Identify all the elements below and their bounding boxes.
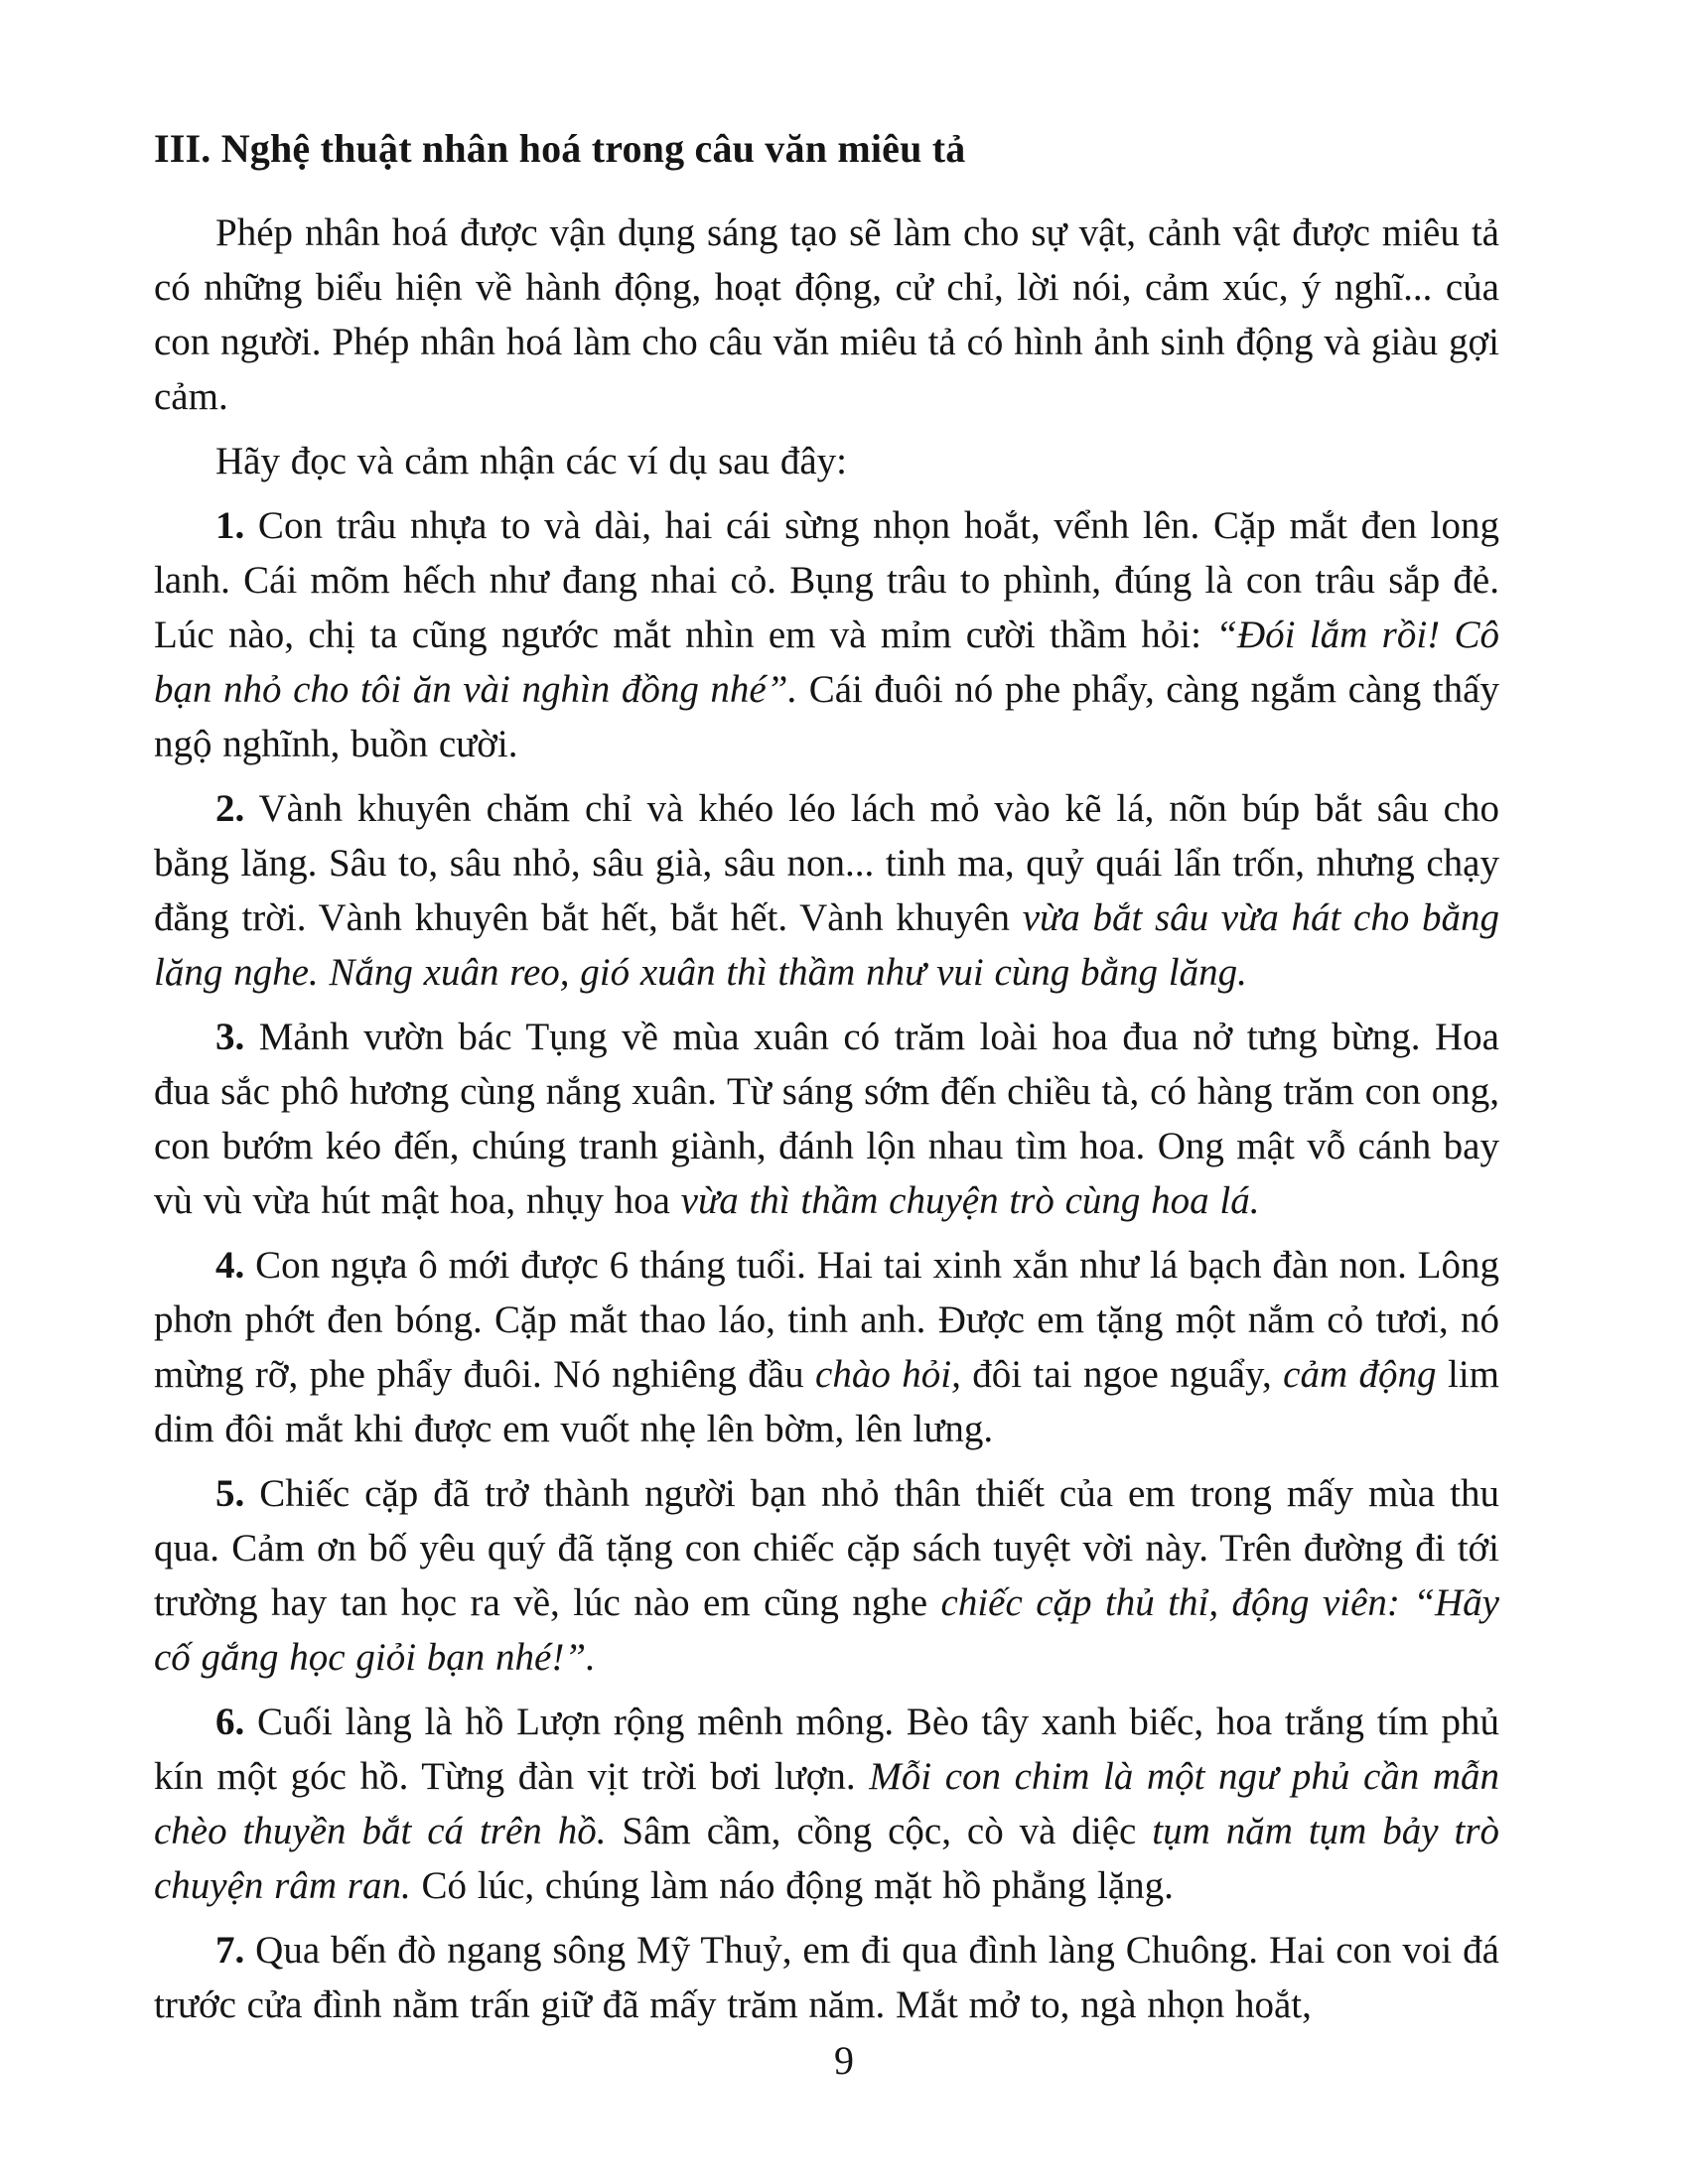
page-number: 9 (834, 2038, 854, 2083)
text-run: tụm năm tụm bảy trò chuyện râm ran. (154, 1810, 1500, 1907)
example-number: 3. (215, 1016, 245, 1058)
text-run: Chiếc cặp đã trở thành người bạn nhỏ thân thiết của em trong mấy mùa thu qua. Cảm ơn bố yêu quý đã tặng con chiếc cặp sách tuyệt vời này. Trên đường đi tới trường hay tan học ra về, lúc nào em cũng nghe (154, 1472, 1499, 1624)
paragraph-example-4 (154, 1238, 1499, 1456)
paragraph-lead-in (154, 434, 1499, 488)
text-run: Vành khuyên chăm chỉ và khéo léo lách mỏ vào kẽ lá, nõn búp bắt sâu cho bằng lăng. Sâu to, sâu nhỏ, sâu già, sâu non... tinh ma, quỷ quái lẩn trốn, nhưng chạy đằng trời. Vành khuyên bắt hết, bắt hết. Vành khuyên (154, 787, 1499, 939)
paragraph-example-3 (154, 1010, 1499, 1228)
text-run: Cái đuôi nó phe phẩy, càng ngắm càng thấy ngộ nghĩnh, buồn cười. (154, 668, 1499, 765)
text-run: Mỗi con chim là một ngư phủ cần mẫn chèo thuyền bắt cá trên hồ. (154, 1755, 1500, 1852)
text-run: Con trâu nhựa to và dài, hai cái sừng nhọn hoắt, vểnh lên. Cặp mắt đen long lanh. Cái mõm hếch như đang nhai cỏ. Bụng trâu to phình, đúng là con trâu sắp đẻ. Lúc nào, chị ta cũng ngước mắt nhìn em và mỉm cười thầm hỏi: (154, 504, 1499, 656)
paragraph-example-6 (154, 1695, 1499, 1913)
text-run: Cuối làng là hồ Lượn rộng mênh mông. Bèo tây xanh biếc, hoa trắng tím phủ kín một góc hồ. Từng đàn vịt trời bơi lượn. (154, 1701, 1499, 1798)
example-number: 1. (215, 504, 245, 547)
text-run: chào hỏi, (815, 1353, 961, 1396)
text-body (154, 205, 1499, 2032)
section-heading: III. Nghệ thuật nhân hoá trong câu văn miêu tả (154, 126, 966, 171)
text-run: vừa thì thầm chuyện trò cùng hoa lá. (680, 1179, 1260, 1222)
paragraph-example-7 (154, 1923, 1499, 2032)
paragraph-example-1 (154, 498, 1499, 771)
text-run: Phép nhân hoá được vận dụng sáng tạo sẽ làm cho sự vật, cảnh vật được miêu tả có những biểu hiện về hành động, hoạt động, cử chỉ, lời nói, cảm xúc, ý nghĩ... của con người. Phép nhân hoá làm cho câu văn miêu tả có hình ảnh sinh động và giàu gợi cảm. (154, 211, 1499, 418)
paragraph-example-5 (154, 1466, 1499, 1685)
example-number: 4. (215, 1244, 245, 1287)
text-run: Có lúc, chúng làm náo động mặt hồ phẳng lặng. (410, 1864, 1174, 1907)
text-run: vừa bắt sâu vừa hát cho bằng lăng nghe. Nắng xuân reo, gió xuân thì thầm như vui cùng bằng lăng. (154, 896, 1499, 994)
text-run: Qua bến đò ngang sông Mỹ Thuỷ, em đi qua đình làng Chuông. Hai con voi đá trước cửa đình nằm trấn giữ đã mấy trăm năm. Mắt mở to, ngà nhọn hoắt, (154, 1929, 1499, 2026)
text-run: cảm động (1283, 1353, 1437, 1396)
text-run: Hãy đọc và cảm nhận các ví dụ sau đây: (215, 440, 848, 482)
text-run: Mảnh vườn bác Tụng về mùa xuân có trăm loài hoa đua nở tưng bừng. Hoa đua sắc phô hương cùng nắng xuân. Từ sáng sớm đến chiều tà, có hàng trăm con ong, con bướm kéo đến, chúng tranh giành, đánh lộn nhau tìm hoa. Ong mật vỗ cánh bay vù vù vừa hút mật hoa, nhụy hoa (154, 1016, 1499, 1222)
paragraph-intro (154, 205, 1499, 424)
example-number: 2. (215, 787, 245, 830)
example-number: 6. (215, 1701, 245, 1743)
text-run: Sâm cầm, cồng cộc, cò và diệc (606, 1810, 1153, 1852)
text-run: đôi tai ngoe nguẩy, (960, 1353, 1284, 1396)
text-run: “Đói lắm rồi! Cô bạn nhỏ cho tôi ăn vài nghìn đồng nhé”. (154, 614, 1500, 711)
text-run: chiếc cặp thủ thỉ, động viên: “Hãy cố gắng học giỏi bạn nhé!”. (154, 1581, 1499, 1679)
paragraph-example-2 (154, 781, 1499, 1000)
text-run: Con ngựa ô mới được 6 tháng tuổi. Hai tai xinh xắn như lá bạch đàn non. Lông phơn phớt đen bóng. Cặp mắt thao láo, tinh anh. Được em tặng một nắm cỏ tươi, nó mừng rỡ, phe phẩy đuôi. Nó nghiêng đầu (154, 1244, 1499, 1396)
text-run: lim dim đôi mắt khi được em vuốt nhẹ lên bờm, lên lưng. (154, 1353, 1499, 1450)
example-number: 7. (215, 1929, 245, 1972)
example-number: 5. (215, 1472, 245, 1515)
